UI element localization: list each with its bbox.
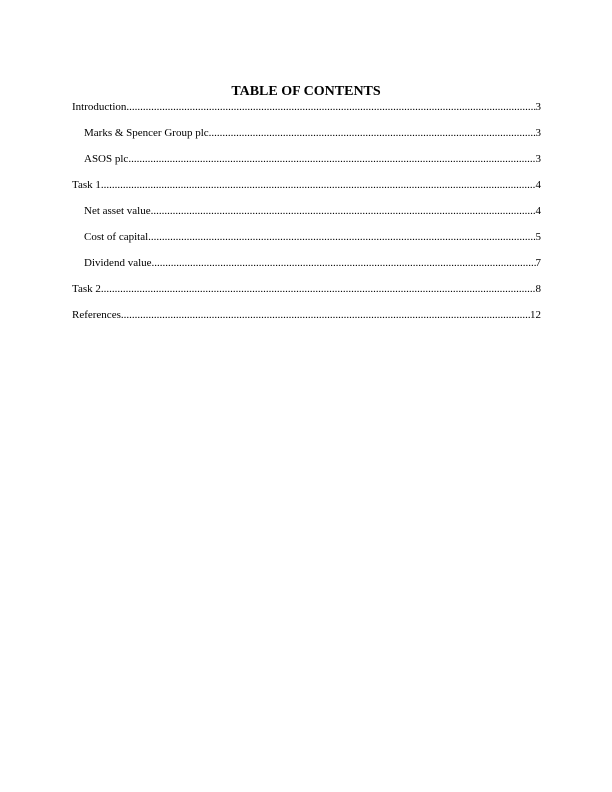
toc-entry-label: Cost of capital	[84, 231, 149, 243]
toc-entry-dividend-value[interactable]	[72, 256, 541, 282]
toc-entry-label: ASOS plc	[84, 153, 129, 165]
toc-entry-task-2[interactable]	[72, 282, 541, 308]
toc-dot-leader	[121, 308, 530, 322]
toc-dot-leader	[101, 178, 536, 192]
toc-entry-label: Dividend value	[84, 257, 152, 269]
toc-entry-marks-spencer[interactable]	[72, 126, 541, 152]
toc-dot-leader	[128, 152, 535, 166]
toc-entry-page: 3	[535, 101, 541, 113]
toc-entry-label: Task 1	[72, 179, 101, 191]
toc-entry-page: 12	[530, 309, 541, 321]
toc-dot-leader	[101, 282, 536, 296]
toc-entry-asos[interactable]	[72, 152, 541, 178]
toc-entry-label: Task 2	[72, 283, 101, 295]
toc-entry-page: 3	[535, 153, 541, 165]
toc-entry-page: 5	[535, 231, 541, 243]
toc-entry-task-1[interactable]	[72, 178, 541, 204]
toc-entry-page: 3	[535, 127, 541, 139]
toc-entry-cost-of-capital[interactable]	[72, 230, 541, 256]
toc-entry-label: Introduction	[72, 101, 127, 113]
toc-dot-leader	[151, 204, 536, 218]
toc-dot-leader	[152, 256, 536, 270]
toc-entry-label: Marks & Spencer Group plc	[84, 127, 209, 139]
toc-entry-introduction[interactable]	[72, 100, 541, 126]
toc-dot-leader	[148, 230, 535, 244]
toc-title: TABLE OF CONTENTS	[231, 84, 381, 99]
toc-dot-leader	[209, 126, 536, 140]
toc-entry-page: 8	[535, 283, 541, 295]
toc-entry-page: 7	[535, 257, 541, 269]
toc-dot-leader	[126, 100, 535, 114]
toc-entry-references[interactable]	[72, 308, 541, 334]
toc-entry-page: 4	[535, 205, 541, 217]
toc-entry-label: Net asset value	[84, 205, 151, 217]
toc-list	[72, 100, 541, 334]
toc-entry-label: References	[72, 309, 121, 321]
toc-entry-net-asset-value[interactable]	[72, 204, 541, 230]
toc-entry-page: 4	[535, 179, 541, 191]
